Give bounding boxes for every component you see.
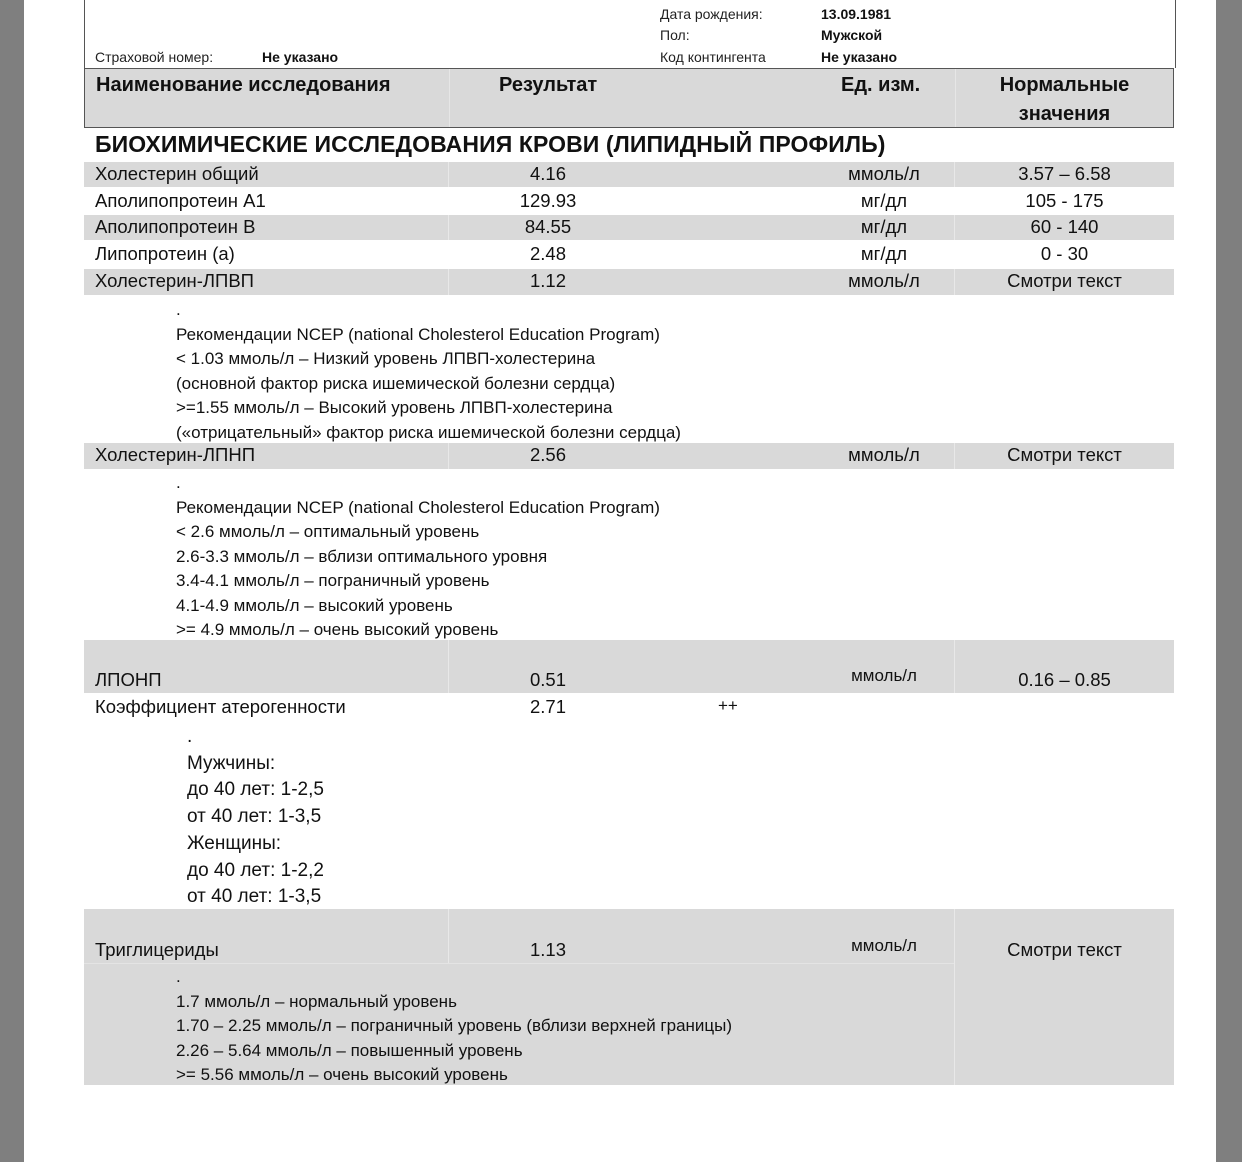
note-line: >= 4.9 ммоль/л – очень высокий уровень — [176, 620, 499, 639]
atherogenic-notes — [187, 724, 324, 911]
note-line: Женщины: — [187, 832, 282, 854]
table-row — [84, 215, 1174, 240]
test-name: Аполипопротеин В — [95, 216, 256, 237]
note-line: Мужчины: — [187, 752, 276, 774]
test-norm: Смотри текст — [1007, 444, 1122, 465]
note-line: >= 5.56 ммоль/л – очень высокий уровень — [176, 1065, 508, 1084]
sex-label: Пол: — [660, 27, 690, 43]
table-row — [84, 162, 1174, 187]
note-line: Рекомендации NCEP (national Cholesterol Education Program) — [176, 324, 660, 344]
note-line: 3.4-4.1 ммоль/л – пограничный уровень — [176, 571, 490, 590]
test-result: 1.13 — [529, 939, 566, 960]
contingent-label: Код контингента — [660, 49, 766, 65]
note-line: 2.6-3.3 ммоль/л – вблизи оптимального уровня — [176, 546, 548, 566]
test-result: 2.48 — [529, 243, 566, 264]
note-line: . — [176, 967, 181, 986]
test-norm: Смотри текст — [1007, 939, 1122, 960]
test-unit: мг/дл — [860, 190, 908, 211]
note-line: . — [176, 473, 181, 492]
header-norm-line2: значения — [1018, 103, 1111, 125]
test-name: Холестерин-ЛПВП — [95, 270, 254, 291]
result-flag: ++ — [718, 696, 738, 715]
contingent-value: Не указано — [821, 49, 898, 65]
table-row — [84, 189, 1174, 214]
test-result: 84.55 — [524, 216, 572, 237]
patient-info-box — [84, 0, 1176, 68]
test-unit: ммоль/л — [848, 163, 920, 184]
test-norm: 0 - 30 — [1040, 243, 1089, 264]
note-line: 1.70 – 2.25 ммоль/л – пограничный уровень (вблизи верхней границы) — [176, 1016, 733, 1035]
test-result: 129.93 — [519, 190, 577, 211]
test-result: 1.12 — [529, 270, 566, 291]
note-line: (основной фактор риска ишемической болезни сердца) — [176, 373, 616, 393]
note-line: от 40 лет: 1-3,5 — [187, 886, 322, 908]
test-result: 4.16 — [529, 163, 566, 184]
header-norm-line1: Нормальные — [999, 74, 1130, 96]
test-norm: Смотри текст — [1007, 270, 1122, 291]
note-line: 4.1-4.9 ммоль/л – высокий уровень — [176, 595, 453, 615]
birth-date-label: Дата рождения: — [660, 6, 763, 22]
test-name: Триглицериды — [95, 939, 219, 960]
table-row — [84, 695, 1174, 721]
note-line: («отрицательный» фактор риска ишемической болезни сердца) — [176, 422, 681, 442]
test-name: Липопротеин (а) — [95, 243, 235, 264]
note-line: до 40 лет: 1-2,5 — [187, 779, 324, 801]
note-line: от 40 лет: 1-3,5 — [187, 806, 322, 828]
test-norm: 105 - 175 — [1025, 190, 1104, 211]
insurance-label: Страховой номер: — [95, 49, 214, 65]
test-name: Коэффициент атерогенности — [95, 696, 346, 717]
test-unit: ммоль/л — [851, 666, 917, 685]
note-line: . — [176, 300, 181, 319]
ldl-notes — [176, 471, 660, 643]
note-line: >=1.55 ммоль/л – Высокий уровень ЛПВП-холестерина — [176, 398, 613, 417]
insurance-value: Не указано — [262, 49, 339, 65]
table-row — [84, 269, 1174, 295]
test-unit: мг/дл — [860, 243, 908, 264]
note-line: Рекомендации NCEP (national Cholesterol Education Program) — [176, 497, 660, 517]
test-name: Холестерин-ЛПНП — [95, 444, 255, 465]
test-name: Холестерин общий — [95, 163, 259, 184]
test-name: Аполипопротеин А1 — [95, 190, 266, 211]
test-norm: 0.16 – 0.85 — [1018, 669, 1111, 690]
header-name: Наименование исследования — [96, 74, 391, 96]
test-unit: ммоль/л — [848, 444, 920, 465]
table-header — [84, 68, 1174, 128]
test-result: 2.56 — [529, 444, 566, 465]
test-norm: 3.57 – 6.58 — [1018, 163, 1111, 184]
note-line: 2.26 – 5.64 ммоль/л – повышенный уровень — [176, 1040, 523, 1060]
test-result: 2.71 — [529, 696, 566, 717]
test-unit: ммоль/л — [848, 270, 920, 291]
table-row — [84, 443, 1174, 469]
note-line: 1.7 ммоль/л – нормальный уровень — [176, 991, 457, 1011]
note-line: < 1.03 ммоль/л – Низкий уровень ЛПВП-холестерина — [176, 349, 596, 368]
table-row — [84, 640, 1174, 693]
header-result: Результат — [499, 74, 598, 96]
birth-date-value: 13.09.1981 — [821, 6, 892, 22]
note-line: < 2.6 ммоль/л – оптимальный уровень — [176, 522, 480, 541]
test-unit: ммоль/л — [851, 936, 917, 955]
table-row — [84, 242, 1174, 267]
test-name: ЛПОНП — [95, 669, 162, 690]
note-line: . — [187, 726, 193, 747]
sex-value: Мужской — [821, 27, 883, 43]
hdl-notes — [176, 298, 681, 445]
test-result: 0.51 — [529, 669, 566, 690]
test-norm: 60 - 140 — [1030, 216, 1099, 237]
triglyceride-notes — [176, 965, 732, 1088]
test-unit: мг/дл — [860, 216, 908, 237]
header-unit: Ед. изм. — [841, 74, 921, 96]
section-title: БИОХИМИЧЕСКИЕ ИССЛЕДОВАНИЯ КРОВИ (ЛИПИДНЫЙ ПРОФИЛЬ) — [95, 131, 886, 157]
note-line: до 40 лет: 1-2,2 — [187, 859, 324, 881]
